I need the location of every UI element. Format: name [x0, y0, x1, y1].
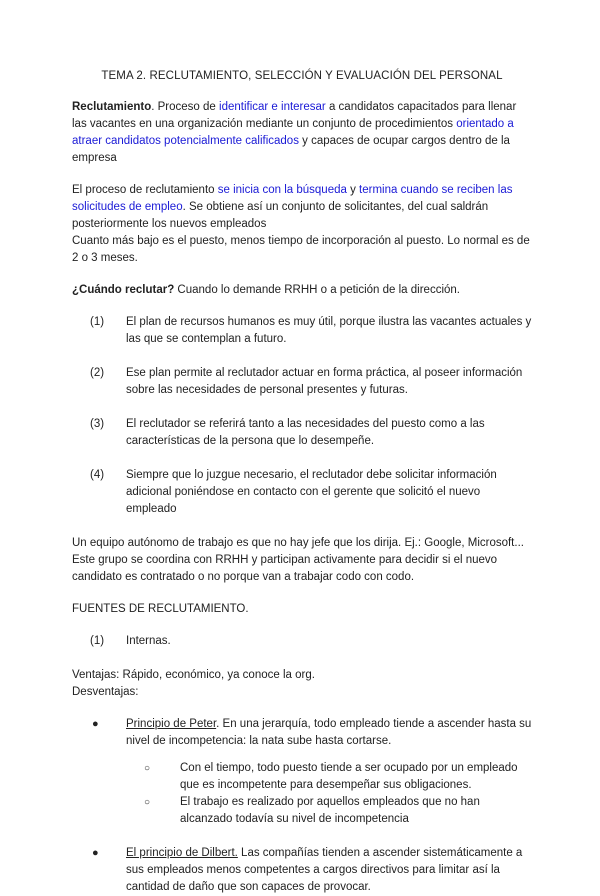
time-paragraph: Cuanto más bajo es el puesto, menos tiempo de incorporación al puesto. Lo normal es de 2 o 3 meses.	[72, 235, 530, 264]
team-paragraph: Un equipo autónomo de trabajo es que no hay jefe que los dirija. Ej.: Google, Microsoft... Este grupo se coordina con RRHH y participan activamente para decidir si el nuevo candidato es contratado o no porque van a trabajar codo con codo.	[72, 537, 524, 583]
peter-principle-link[interactable]: Principio de Peter	[126, 718, 217, 730]
list-item: (1) Internas.	[90, 635, 171, 647]
highlight-orientado: orientado a atraer candidatos potencialmente calificados	[72, 118, 514, 147]
when-question: ¿Cuándo reclutar?	[72, 284, 175, 296]
circle-bullet-icon: ○	[144, 763, 151, 774]
bullet-icon: ●	[92, 847, 99, 859]
list-item: ● El principio de Dilbert. Las compañías tienden a ascender sistemáticamente a sus empleados menos competentes a cargos directivos para limitar así la cantidad de daño que son capaces de provocar.	[92, 847, 523, 893]
list-item: (4) Siempre que lo juzgue necesario, el reclutador debe solicitar información adicional poniéndose en contacto con el gerente que solicitó el nuevo empleado	[90, 469, 497, 515]
when-paragraph: ¿Cuándo reclutar? Cuando lo demande RRHH o a petición de la dirección.	[72, 284, 460, 296]
circle-bullet-icon: ○	[144, 797, 151, 808]
peter-sublist	[126, 760, 532, 828]
highlight-inicia: se inicia con la búsqueda	[217, 184, 347, 196]
highlight-identificar: identificar e interesar	[219, 101, 326, 113]
dilbert-principle-link[interactable]: El principio de Dilbert.	[126, 847, 238, 859]
page-title: TEMA 2. RECLUTAMIENTO, SELECCIÓN Y EVALUACIÓN DEL PERSONAL	[101, 70, 503, 82]
highlight-termina: termina cuando se reciben las solicitudes de empleo	[72, 184, 513, 213]
advantages-line: Ventajas: Rápido, económico, ya conoce la org.	[72, 669, 315, 681]
process-paragraph: El proceso de reclutamiento se inicia con la búsqueda y termina cuando se reciben las solicitudes de empleo. Se obtiene así un conjunto de solicitantes, del cual saldrán posteriormente los nuevos empleados	[72, 184, 513, 230]
list-item: ● Principio de Peter. En una jerarquía, todo empleado tiende a ascender hasta su nivel de incompetencia: la nata sube hasta cortarse. ○ Con el tiempo, todo puesto tiende a ser ocupado por un empleado que es incompetente para desempeñar sus obligaciones. ○ El trabajo es realizado por aquellos empleados que no han alcanzado todavía su nivel de incompetencia	[90, 716, 532, 828]
principles-list	[72, 716, 532, 896]
term-reclutamiento: Reclutamiento	[72, 101, 152, 113]
sources-title: FUENTES DE RECLUTAMIENTO.	[72, 603, 249, 615]
list-item: (1) El plan de recursos humanos es muy útil, porque ilustra las vacantes actuales y las que se contemplan a futuro.	[90, 316, 532, 345]
list-item: (3) El reclutador se referirá tanto a las necesidades del puesto como a las características de la persona que lo desempeñe.	[90, 418, 485, 447]
steps-list	[72, 314, 532, 518]
definition-paragraph: Reclutamiento. Proceso de identificar e interesar a candidatos capacitados para llenar las vacantes en una organización mediante un conjunto de procedimientos orientado a atraer candidatos potencialmente calificados y capaces de ocupar cargos dentro de la empresa	[72, 101, 517, 164]
list-item: (2) Ese plan permite al reclutador actuar en forma práctica, al poseer información sobre las necesidades de personal presentes y futuras.	[90, 367, 523, 396]
sources-list	[72, 633, 532, 650]
list-item: ○ Con el tiempo, todo puesto tiende a ser ocupado por un empleado que es incompetente para desempeñar sus obligaciones.	[144, 762, 518, 791]
bullet-icon: ●	[92, 718, 99, 730]
disadvantages-line: Desventajas:	[72, 686, 139, 698]
list-item: ○ El trabajo es realizado por aquellos empleados que no han alcanzado todavía su nivel de incompetencia	[144, 796, 480, 825]
